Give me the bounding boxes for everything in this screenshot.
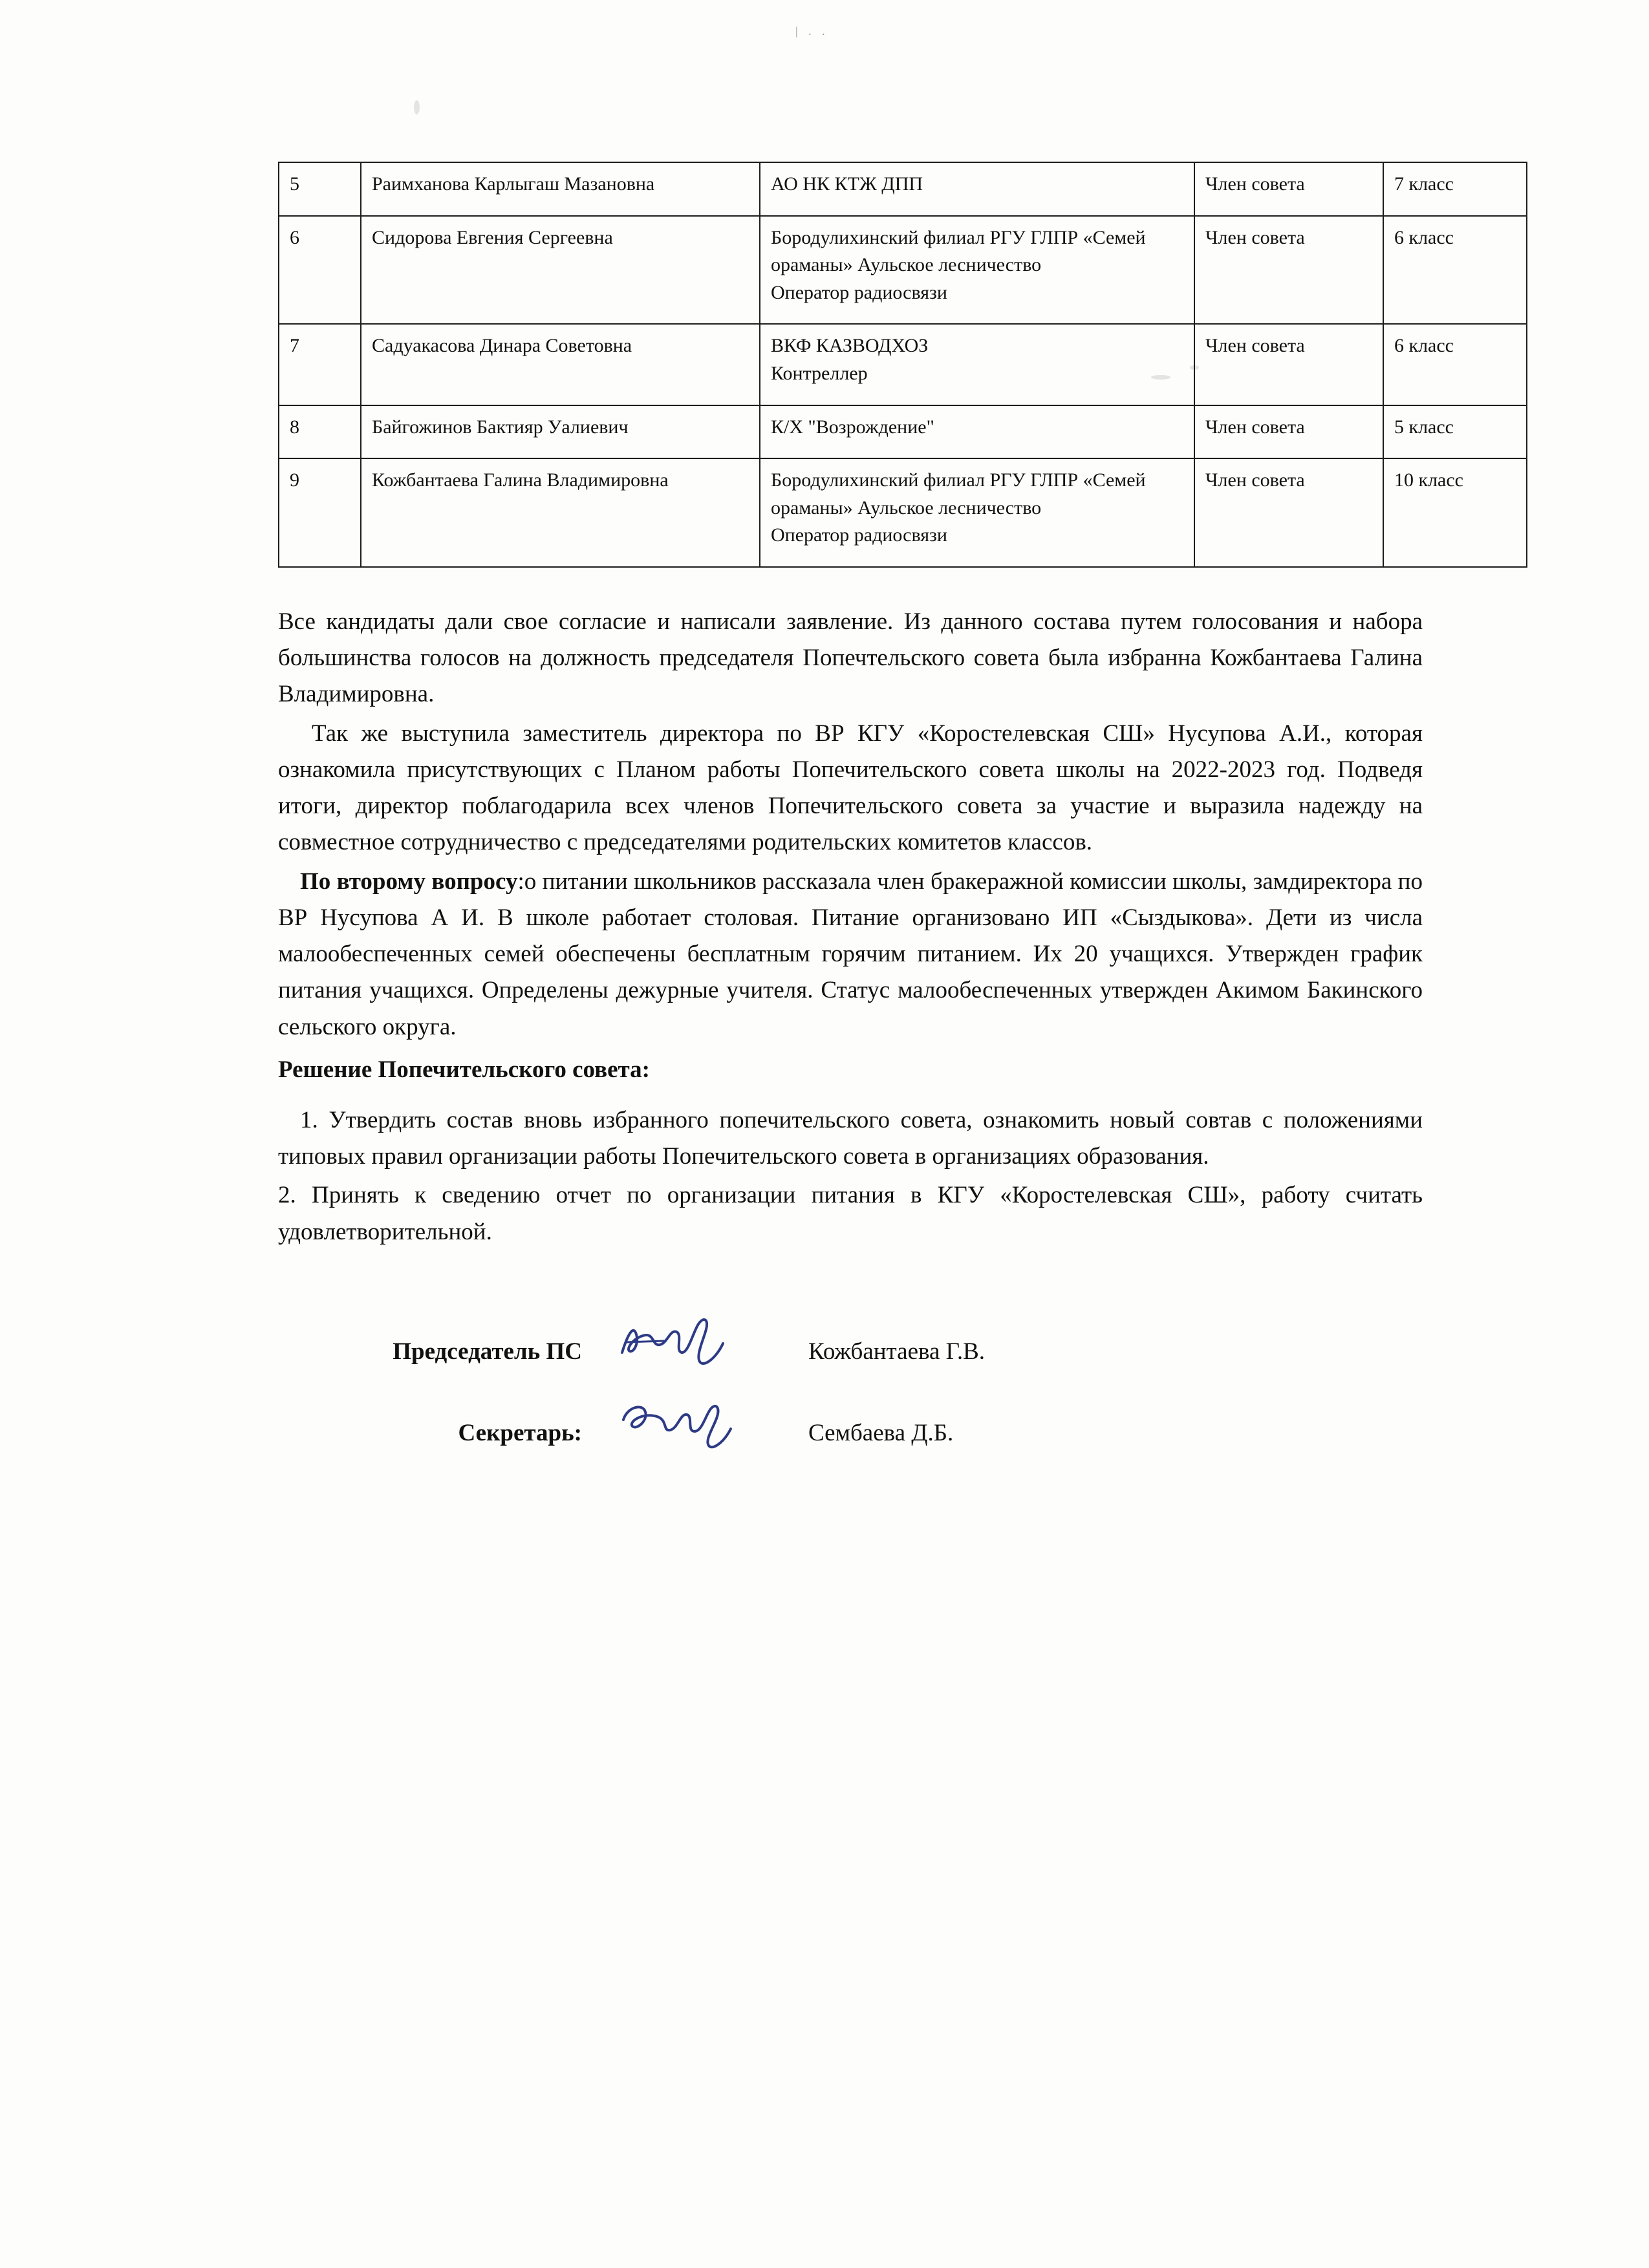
cell-name: Кожбантаева Галина Владимировна bbox=[361, 458, 760, 567]
cell-class: 10 класс bbox=[1383, 458, 1527, 567]
cell-org bbox=[760, 458, 1194, 567]
cell-name: Раимханова Карлыгаш Мазановна bbox=[361, 162, 760, 216]
members-table bbox=[278, 162, 1527, 568]
cell-class: 5 класс bbox=[1383, 405, 1527, 459]
cell-number: 5 bbox=[279, 162, 361, 216]
cell-number: 8 bbox=[279, 405, 361, 459]
table-row bbox=[279, 216, 1527, 325]
second-question-label: По второму вопросу bbox=[300, 868, 518, 895]
scan-artifact bbox=[414, 100, 420, 114]
signature-name-chairman: Кожбантаева Г.В. bbox=[808, 1338, 986, 1365]
cell-class: 6 класс bbox=[1383, 324, 1527, 405]
signature-block bbox=[278, 1320, 1423, 1447]
signature-name-secretary: Сембаева Д.Б. bbox=[808, 1419, 954, 1446]
table-row bbox=[279, 162, 1527, 216]
cell-role: Член совета bbox=[1194, 162, 1383, 216]
cell-org-main: Бородулихинский филиал РГУ ГЛПР «Семей ораманы» Аульское лесничество bbox=[771, 469, 1146, 519]
cell-role: Член совета bbox=[1194, 216, 1383, 325]
cell-role: Член совета bbox=[1194, 405, 1383, 459]
cell-name: Садуакасова Динара Советовна bbox=[361, 324, 760, 405]
cell-org bbox=[760, 324, 1194, 405]
table-row bbox=[279, 458, 1527, 567]
decision-item-2: 2. Принять к сведению отчет по организации питания в КГУ «Коростелевская СШ», работу считать удовлетворительной. bbox=[278, 1182, 1423, 1245]
cell-org-extra: Оператор радиосвязи bbox=[771, 281, 947, 303]
cell-class: 6 класс bbox=[1383, 216, 1527, 325]
cell-org-extra: Оператор радиосвязи bbox=[771, 524, 947, 546]
second-question-text: :о питании школьников рассказала член бракеражной комиссии школы, замдиректора по ВР Нусупова А И. В школе работает столовая. Питание организовано ИП «Сыздыкова». Дети из числа малообеспеченных семей обеспечены бесплатным горячим питанием. Их 20 учащихся. Утвержден график питания учащихся. Определены дежурные учителя. Статус малообеспеченных утвержден Акимом Бакинского сельского округа. bbox=[278, 868, 1423, 1040]
cell-org-main: ВКФ КАЗВОДХОЗ bbox=[771, 335, 929, 357]
table-row bbox=[279, 405, 1527, 459]
cell-name: Сидорова Евгения Сергеевна bbox=[361, 216, 760, 325]
cell-number: 9 bbox=[279, 458, 361, 567]
decision-item-1: 1. Утвердить состав вновь избранного попечительского совета, ознакомить новый совтав с положениями типовых правил организации работы Попечительского совета в организациях образования. bbox=[278, 1106, 1423, 1170]
signature-title-chairman: Председатель ПС bbox=[393, 1338, 582, 1365]
cell-role: Член совета bbox=[1194, 458, 1383, 567]
cell-class: 7 класс bbox=[1383, 162, 1527, 216]
paragraph-candidates: Все кандидаты дали свое согласие и написали заявление. Из данного состава путем голосования и набора большинства голосов на должность председателя Попечтельского совета была избранна Кожбантаева Галина Владимировна. bbox=[278, 608, 1423, 708]
cell-org bbox=[760, 405, 1194, 459]
signature-row-chairman bbox=[278, 1320, 1423, 1365]
cell-org-extra: Контреллер bbox=[771, 362, 868, 384]
cell-name: Байгожинов Бактияр Уалиевич bbox=[361, 405, 760, 459]
cell-org bbox=[760, 162, 1194, 216]
handwritten-signature-chairman bbox=[588, 1320, 802, 1365]
body-text bbox=[278, 604, 1423, 1250]
signature-title-secretary: Секретарь: bbox=[458, 1419, 582, 1446]
paragraph-deputy-director: Так же выступила заместитель директора по ВР КГУ «Коростелевская СШ» Нусупова А.И., которая ознакомила присутствующих с Планом работы Попечительского совета школы на 2022-2023 год. Подведя итоги, директор поблагодарила всех членов Попечительского совета за участие и выразила надежду на совместное сотрудничество с председателями родительских комитетов классов. bbox=[278, 720, 1423, 856]
handwritten-signature-secretary bbox=[588, 1402, 802, 1447]
cell-org-main: АО НК КТЖ ДПП bbox=[771, 173, 923, 195]
decision-heading: Решение Попечительского совета: bbox=[278, 1056, 650, 1083]
paragraph-second-question bbox=[278, 864, 1423, 1045]
signature-row-secretary bbox=[278, 1402, 1423, 1447]
table-row bbox=[279, 324, 1527, 405]
cell-org bbox=[760, 216, 1194, 325]
document-content bbox=[278, 162, 1463, 1483]
cell-org-main: К/Х "Возрождение" bbox=[771, 416, 934, 438]
scan-artifact-top: | . . bbox=[795, 25, 829, 37]
cell-org-main: Бородулихинский филиал РГУ ГЛПР «Семей ораманы» Аульское лесничество bbox=[771, 226, 1146, 276]
cell-role: Член совета bbox=[1194, 324, 1383, 405]
cell-number: 7 bbox=[279, 324, 361, 405]
cell-number: 6 bbox=[279, 216, 361, 325]
